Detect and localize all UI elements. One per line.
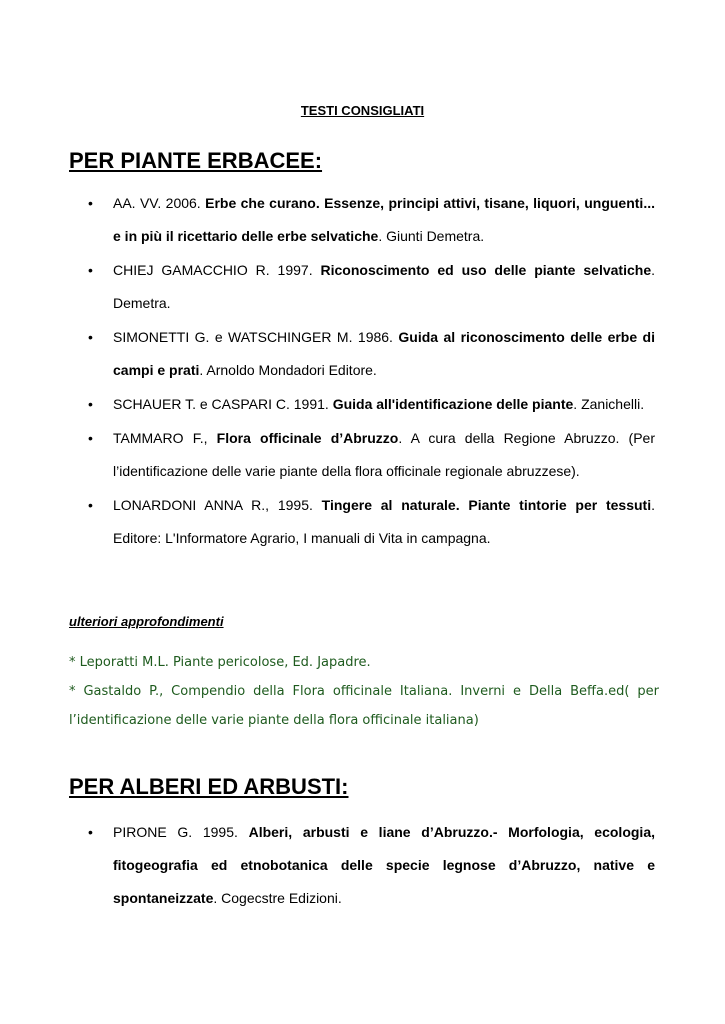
citation-title: Flora officinale d’Abruzzo bbox=[216, 430, 399, 446]
list-item bbox=[0, 816, 725, 915]
bibliography-list-trees bbox=[0, 816, 725, 916]
further-reading-block bbox=[69, 648, 659, 735]
list-item bbox=[0, 422, 725, 488]
citation-text: TAMMARO F., bbox=[113, 430, 217, 446]
citation-text: SIMONETTI G. e WATSCHINGER M. 1986. bbox=[113, 329, 399, 345]
citation-text: CHIEJ GAMACCHIO R. 1997. bbox=[113, 262, 321, 278]
citation-text: LONARDONI ANNA R., 1995. bbox=[113, 497, 322, 513]
section-heading-trees-shrubs: PER ALBERI ED ARBUSTI: bbox=[69, 774, 349, 799]
bullet: • bbox=[88, 329, 93, 345]
document-title: TESTI CONSIGLIATI bbox=[300, 103, 425, 118]
citation-title: Guida al riconoscimento delle erbe di campi e prati bbox=[113, 329, 656, 378]
bullet: • bbox=[88, 262, 93, 278]
citation-text: . Demetra. bbox=[113, 262, 655, 311]
citation-text: . Cogecstre Edizioni. bbox=[213, 890, 342, 906]
bullet: • bbox=[88, 824, 93, 840]
further-reading-heading: ulteriori approfondimenti bbox=[69, 614, 224, 629]
bullet: • bbox=[88, 195, 93, 211]
citation-title: Guida all'identificazione delle piante bbox=[332, 396, 574, 412]
further-reading-line: * Gastaldo P., Compendio della Flora officinale Italiana. Inverni e Della Beffa.ed( per l’identificazione delle varie piante della flora officinale italiana) bbox=[69, 684, 659, 728]
list-item bbox=[0, 254, 725, 320]
bullet: • bbox=[88, 430, 93, 446]
citation-title: Alberi, arbusti e liane d’Abruzzo.- Morfologia, ecologia, fitogeografia ed etnobotanica delle specie legnose d’Abruzzo, native e spontaneizzate bbox=[113, 824, 655, 906]
citation-title: Tingere al naturale. Piante tintorie per tessuti bbox=[321, 497, 652, 513]
bullet: • bbox=[88, 497, 93, 513]
citation-text: . Giunti Demetra. bbox=[378, 228, 485, 244]
list-item bbox=[0, 388, 725, 421]
list-item bbox=[0, 187, 725, 253]
citation-text: . A cura della Regione Abruzzo. (Per l’identificazione delle varie piante della flora officinale regionale abruzzese). bbox=[113, 430, 655, 479]
list-item bbox=[0, 321, 725, 387]
citation-text: . Arnoldo Mondadori Editore. bbox=[199, 362, 377, 378]
citation-title: Erbe che curano. Essenze, principi attivi, tisane, liquori, unguenti... e in più il ricettario delle erbe selvatiche bbox=[113, 195, 655, 244]
citation-text: . Zanichelli. bbox=[573, 396, 645, 412]
section-heading-herbaceous: PER PIANTE ERBACEE: bbox=[69, 148, 323, 173]
citation-title: Riconoscimento ed uso delle piante selvatiche bbox=[320, 262, 652, 278]
citation-text: . Editore: L'Informatore Agrario, I manuali di Vita in campagna. bbox=[113, 497, 655, 546]
bullet: • bbox=[88, 396, 93, 412]
further-reading-line: * Leporatti M.L. Piante pericolose, Ed. Japadre. bbox=[69, 655, 371, 670]
bibliography-list-herbaceous bbox=[0, 187, 725, 556]
citation-text: PIRONE G. 1995. bbox=[113, 824, 249, 840]
citation-text: SCHAUER T. e CASPARI C. 1991. bbox=[113, 396, 333, 412]
citation-text: AA. VV. 2006. bbox=[113, 195, 206, 211]
list-item bbox=[0, 489, 725, 555]
